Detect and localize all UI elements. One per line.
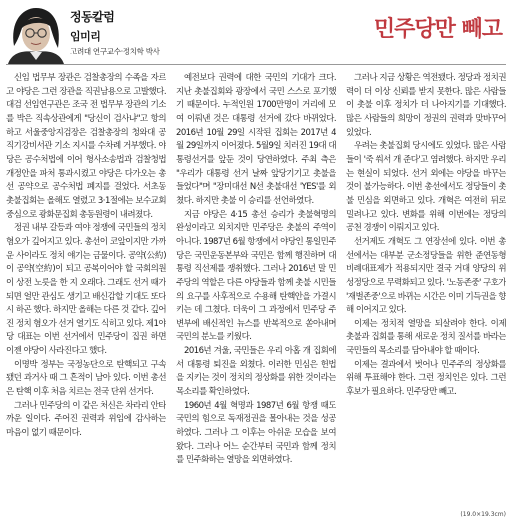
paragraph: 지금 야당은 4·15 총선 승리가 촛불혁명의 완성이라고 외치지만 민주당은 촛불의 주역이 아니다. 1987년 6월 항쟁에서 야당인 통일민주당은 국민운동본부와 국민은 함께 행진하며 대통령 직선제를 쟁취했다. 그러나 2016년 말 민주당의 역할은 다른 야당들과 함께 촛불 시민들의 요구를 사후적으로 수용해 탄핵안을 가결시키는 데 그쳤다. 더욱이 그 과정에서 민주당 주변부에 배신적인 뉴스를 반복적으로 쏟아내며 국민의 분노를 키웠다. <box>176 209 336 343</box>
paragraph: 선거제도 개혁도 그 연장선에 있다. 이번 총선에서는 대부분 군소정당들을 위한 준연동형 비례대표제가 적용되지만 결국 거대 양당의 위성정당으로 무력화되고 있다. '노동존중' 구호가 '재벌존중'으로 바뀌는 시간은 이미 기득권을 향해 이어지고 있다. <box>346 236 506 316</box>
author-photo <box>6 2 66 64</box>
paragraph: 정권 내부 갈등과 여야 정쟁에 국민들의 정치 혐오가 깊어지고 있다. 총선이 코앞이지만 가까운 사이라도 정치 얘기는 금물이다. 공약(公約)이 공약(空約)이 되고 공복이어야 할 국회의원이 상전 노릇을 한 지 오래다. 그래도 선거 때가 되면 얼만 관심도 생기고 배신감할 기대도 또다시 하곤 했다. 하지만 올해는 다른 것 같다. 깊어진 정치 혐오가 선거 열기도 식히고 있다. 제1야당 대표는 이번 선거에서 민주당이 집권 하면 이젠 야당이 사라진다고 했다. <box>6 223 166 357</box>
paragraph: 그러나 지금 상황은 역전됐다. 정당과 정치권력이 더 이상 신뢰를 받지 못한다. 많은 사람들이 촛불 이후 정치가 더 나아지기를 기대했다. 많은 사람들의 희망이 정권의 권력과 맞바꾸어 있었다. <box>346 73 506 138</box>
paragraph: 1960년 4월 혁명과 1987년 6월 항쟁 때도 국민의 힘으로 독재정권을 몰아내는 것을 성공하였다. 그러나 그 이후는 아쉬운 모습을 보여왔다. 그러나 어느 순간부터 국민과 함께 정치를 민주화하는 열망을 외면하였다. <box>176 400 336 466</box>
column-header <box>0 0 512 66</box>
author-affiliation: 고려대 연구교수·정치학 박사 <box>70 47 160 56</box>
paragraph: 그러나 민주당의 이 같은 처신은 차라리 안타까운 일이다. 주어진 권력과 위임에 감사하는 마음이 없기 때문이다. <box>6 400 166 439</box>
article-headline: 민주당만 빼고 <box>373 16 502 42</box>
paragraph: 우려는 촛불집회 당시에도 있었다. 많은 사람들이 '죽 쒀서 개 준다'고 염려했다. 하지만 우리는 현실이 되었다. 선거 외에는 야당을 바꾸는 것이 불가능하다. 이번 총선에서도 정당들이 촛불 민심을 외면하고 있다. 개혁은 여전히 뒤로 밀려나고 있다. 변화를 위해 이번에는 정당의 공천 경쟁이 이뤄지고 있다. <box>346 141 506 234</box>
text-column-1 <box>6 72 166 510</box>
author-name: 임미리 <box>70 30 101 43</box>
paragraph: 이제는 결과에서 벗어나 민주주의 정상화를 위해 투표해야 한다. 그런 정치인은 있다. 그런 후보가 필요하다. 민주당만 빼고. <box>346 359 506 398</box>
paragraph: 이명박 정부는 국정농단으로 탄핵되고 구속됐던 과거사 때 그 흔적이 남아 있다. 이번 총선은 탄핵 이후 처음 치르는 전국 단위 선거다. <box>6 359 166 398</box>
paragraph: 이제는 정치적 열망을 되살려야 한다. 이제 촛불과 집회를 통해 새로운 정치 질서를 바라는 국민들의 목소리를 담아내야 할 때이다. <box>346 318 506 357</box>
byline <box>70 8 160 57</box>
header-divider <box>6 64 506 65</box>
article-body <box>6 72 506 510</box>
author-portrait <box>6 2 66 64</box>
column-series-name: 정동칼럼 <box>70 10 115 24</box>
text-column-3 <box>346 72 506 510</box>
paragraph: 신임 법무부 장관은 검찰총장의 수족을 자르고 야당은 그런 장관을 직권남용으로 고발했다. 대검 선임연구관은 조국 전 법무부 장관의 기소를 박은 직속상관에게 "당신이 검사냐"고 항의하고 서울중앙지검장은 검찰총장의 청와대 공직기강비서관 기소 지시를 수차례 거부했다. 야당은 공수처법에 이어 형사소송법과 검찰청법 개정안을 파처 통과시켰고 야당은 다가오는 총선 공약으로 공수처법 폐지를 걸었다. 서초동 촛불집회는 올해도 열렸고 3·1절에는 보수교회 중심으로 광화문집회 총동원령이 내려졌다. <box>6 73 166 220</box>
text-column-2 <box>176 72 336 510</box>
paragraph: 예전보다 권력에 대한 국민의 기대가 크다. 지난 촛불집회와 광장에서 국민 스스로 포기했기 때문이다. 누적인원 1700만명이 거리에 모여 이뤄낸 것은 대통령 선거에 갔다 바뀌었다. 2016년 10월 29일 시작된 집회는 2017년 4월 29일까지 이어졌다. 5월9일 치러진 19대 대통령선거를 앞둔 것이 당연하였다. 주최 측은 "우리가 대통령 선거 날짜 앞당기기고 촛불을 들었다"며 "장미대선 N선 촛불대선 'YES'를 외쳤다. 하지만 촛불 이 승리를 선언하였다. <box>176 73 336 206</box>
paragraph: 2016년 겨울, 국민들은 우리 아홉 개 집회에서 대통령 퇴진을 외쳤다. 이러한 민심은 헌법을 지키는 것이 정치의 정상화를 위한 것이라는 목소리를 확인하였다. <box>176 346 336 398</box>
clipping-size-note: (19.0×19.3cm) <box>460 511 506 518</box>
